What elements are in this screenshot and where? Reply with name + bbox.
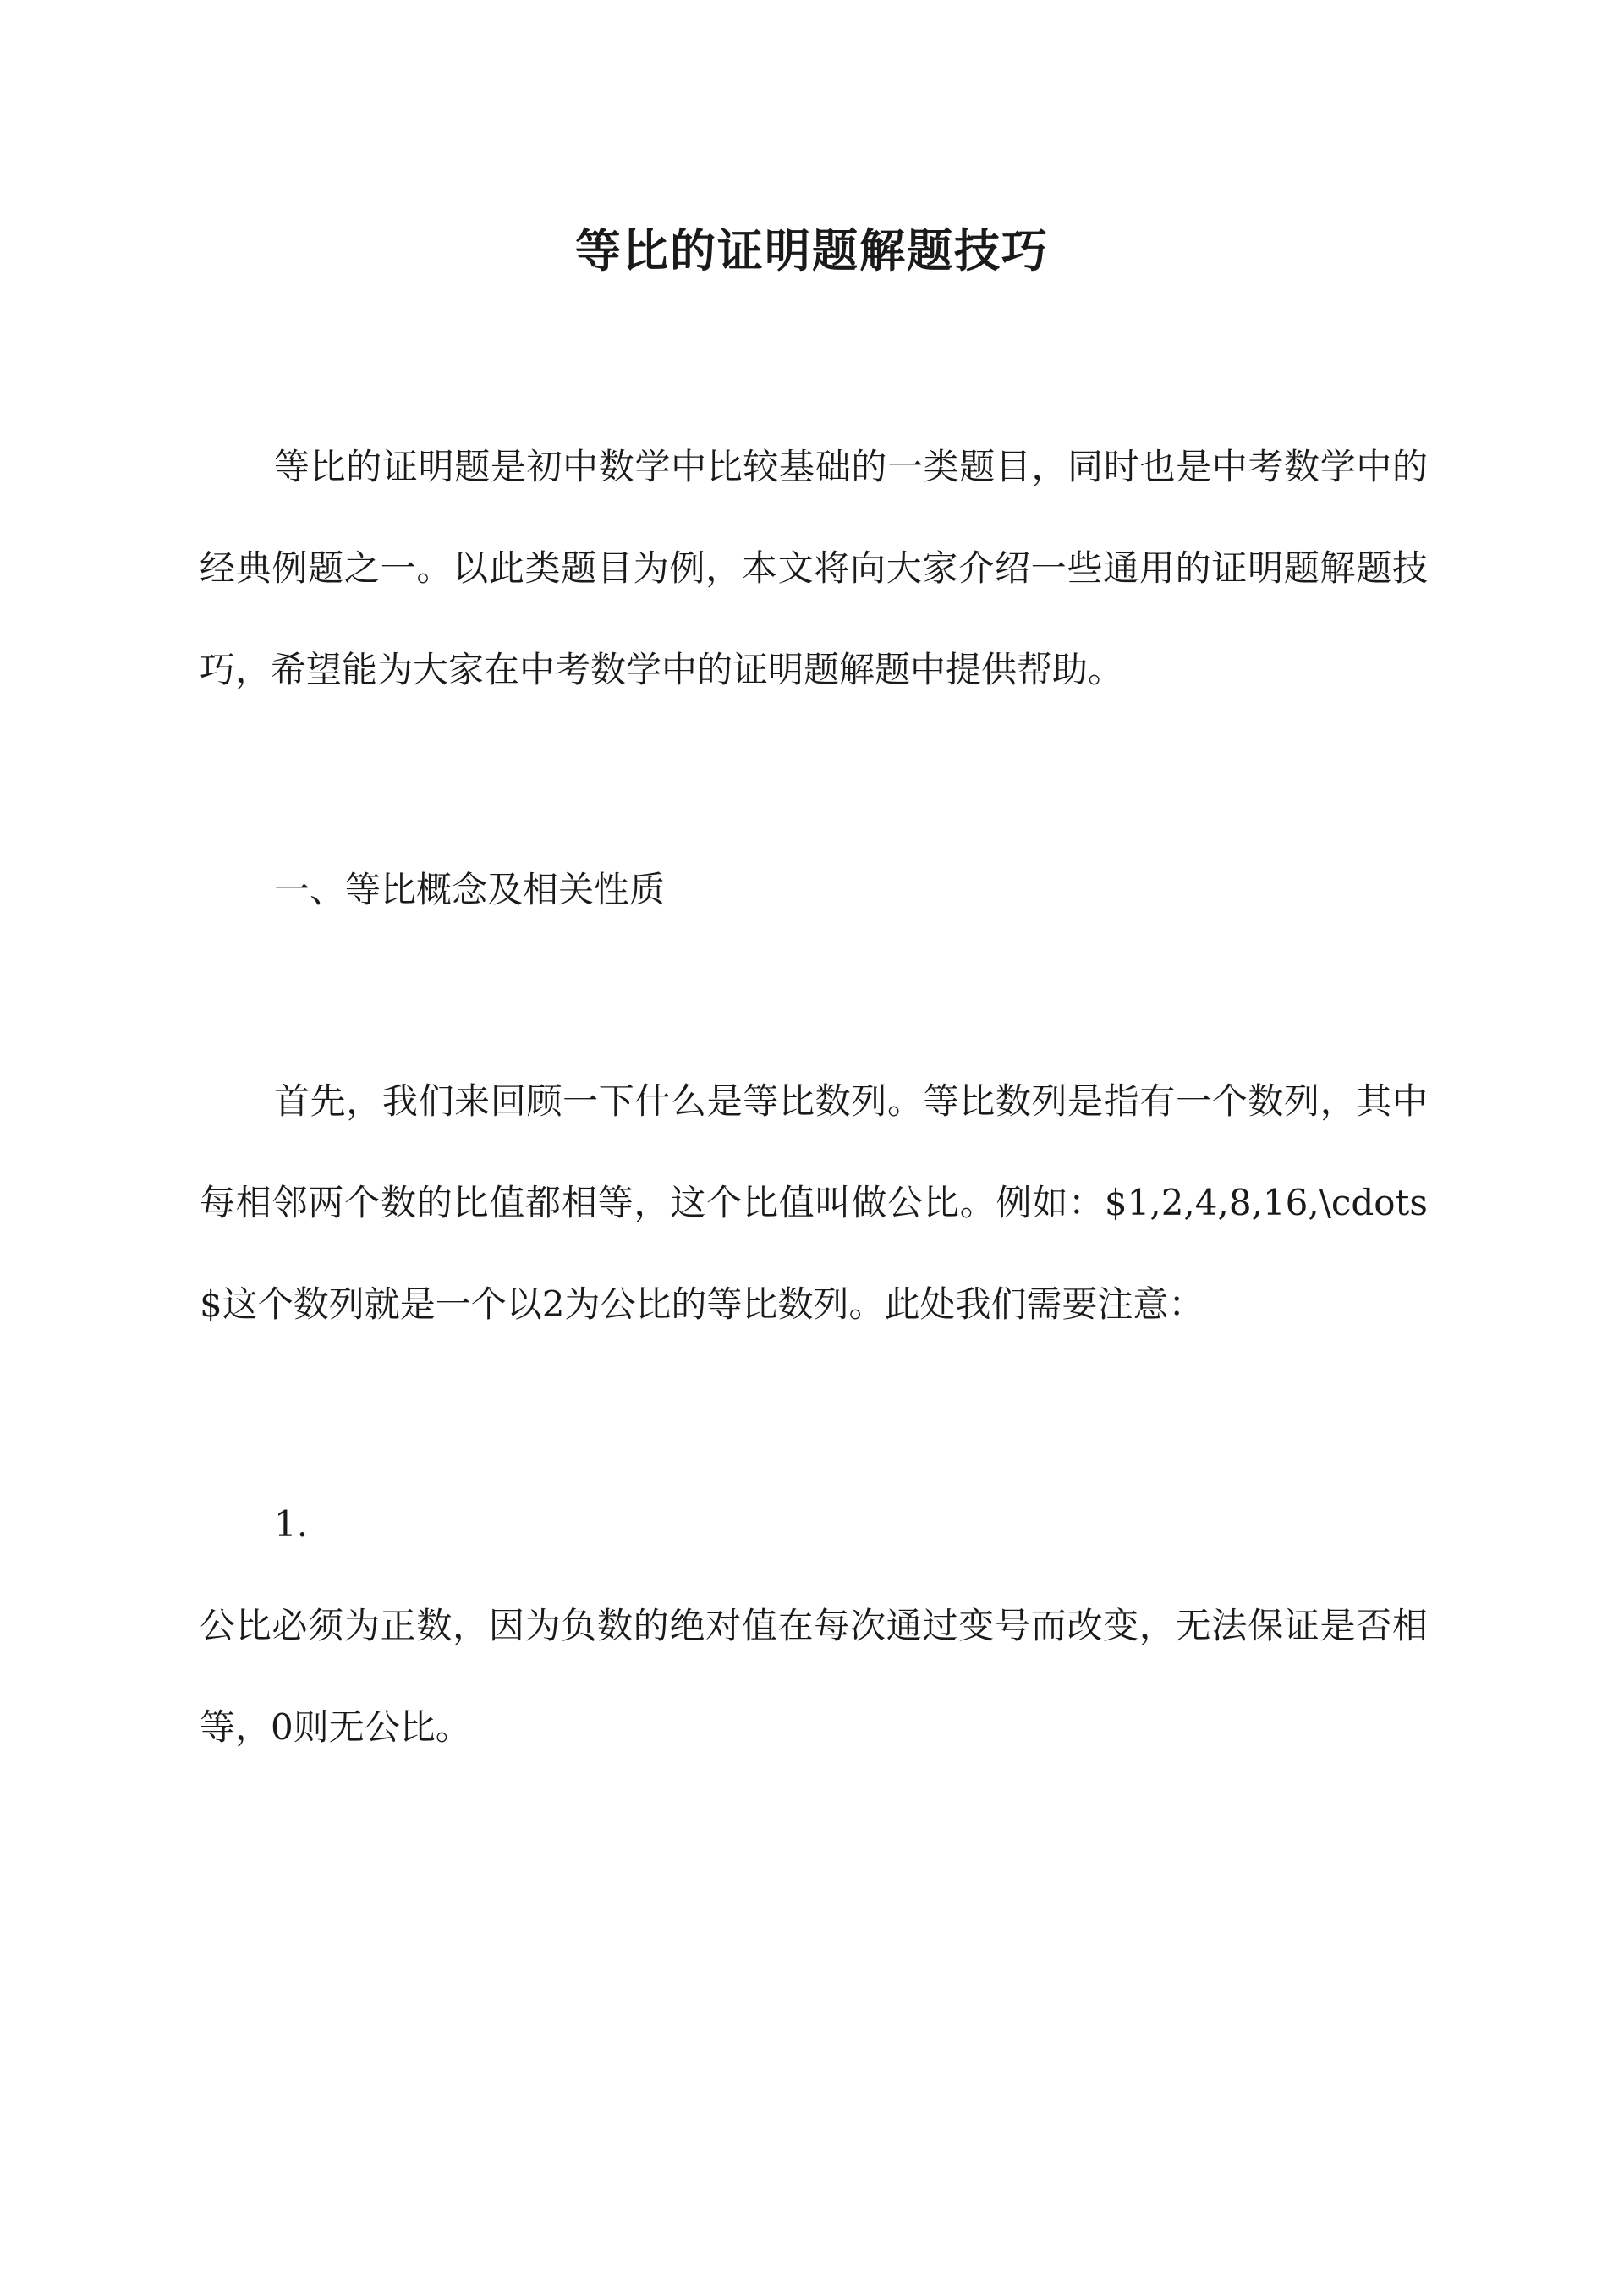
document-title: 等比的证明题解题技巧 [575, 223, 1049, 278]
note-paragraph: 公比必须为正数，因为负数的绝对值在每次通过变号而改变，无法保证是否相等，0则无公比。 [200, 1605, 1428, 1748]
sequence-definition-paragraph: 首先，我们来回顾一下什么是等比数列。等比数列是指有一个数列，其中每相邻两个数的比值都相等，这个比值叫做公比。例如：$1,2,4,8,16,\cdots$这个数列就是一个以2为公比的等比数列。此处我们需要注意： [200, 1080, 1428, 1325]
list-number: 1. [274, 1503, 309, 1545]
section-heading: 一、等比概念及相关性质 [274, 869, 666, 910]
intro-paragraph: 等比的证明题是初中数学中比较基础的一类题目，同时也是中考数学中的经典例题之一。以此类题目为例，本文将向大家介绍一些通用的证明题解题技巧，希望能为大家在中考数学中的证明题解题中提供帮助。 [200, 446, 1428, 690]
